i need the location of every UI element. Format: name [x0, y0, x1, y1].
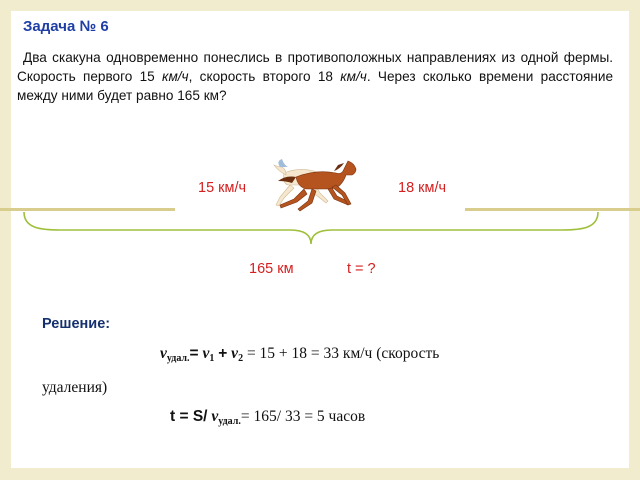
var-v: v	[160, 345, 167, 362]
time-expression: t = S/	[170, 408, 208, 425]
speed-second-label: 18 км/ч	[398, 180, 447, 196]
var-v: v	[231, 345, 239, 362]
problem-text-part: , скорость второго 18	[188, 69, 341, 84]
var-v: v	[211, 408, 219, 425]
solution-heading: Решение:	[42, 316, 111, 332]
problem-unit: км/ч	[162, 69, 189, 84]
problem-text-part: Два скакуна одновременно понеслись в противоположных направлениях из одной фермы. Скорость первого 15	[17, 50, 613, 84]
task-title: Задача № 6	[23, 18, 109, 35]
problem-text	[17, 48, 613, 105]
subscript: 1	[209, 353, 215, 364]
subscript: 2	[238, 353, 244, 364]
subscript: удал.	[218, 416, 241, 427]
problem-unit: км/ч	[340, 69, 367, 84]
time-question-label: t = ?	[347, 261, 376, 277]
subscript: удал.	[166, 353, 190, 364]
speed-first-label: 15 км/ч	[198, 180, 247, 196]
distance-label: 165 км	[249, 261, 294, 277]
problem-text-part: . Через сколько времени расстояние между ними будет равно 165 км?	[17, 69, 614, 103]
var-v: v	[202, 345, 210, 362]
velocity-result: = 15 + 18 = 33 км/ч (скорость	[246, 345, 440, 362]
time-result: = 165/ 33 = 5 часов	[240, 408, 366, 425]
plus-sign: +	[218, 345, 228, 362]
horse-icon	[266, 155, 358, 215]
equals-sign: =	[189, 345, 199, 362]
velocity-formula-continuation: удаления)	[42, 379, 108, 396]
time-formula	[170, 408, 365, 427]
distance-brace	[20, 210, 602, 246]
velocity-formula	[160, 345, 439, 364]
